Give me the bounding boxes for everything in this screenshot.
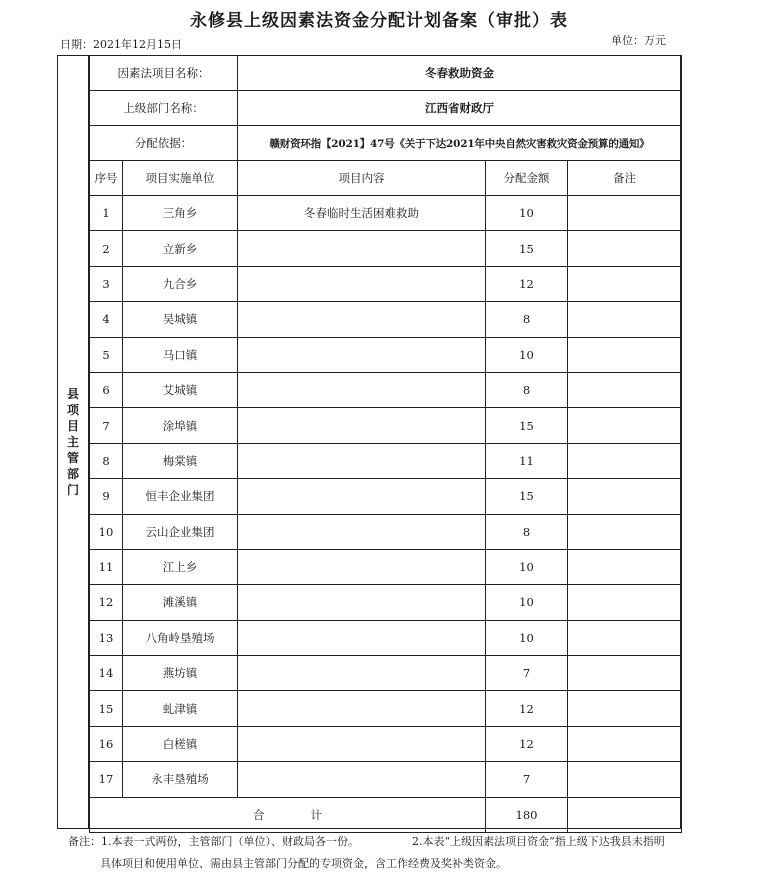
row-content <box>238 408 486 443</box>
header-content: 项目内容 <box>238 161 486 196</box>
row-content <box>238 337 486 372</box>
row-content <box>238 514 486 549</box>
row-amount: 12 <box>486 691 568 726</box>
row-amount: 12 <box>486 266 568 301</box>
row-no: 6 <box>90 372 123 407</box>
row-note <box>568 372 682 407</box>
table-row <box>90 585 682 620</box>
row-no: 8 <box>90 443 123 478</box>
row-note <box>568 585 682 620</box>
row-no: 1 <box>90 196 123 231</box>
row-note <box>568 479 682 514</box>
row-unit: 马口镇 <box>123 337 238 372</box>
dept-value: 江西省财政厅 <box>238 91 682 126</box>
row-unit: 江上乡 <box>123 549 238 584</box>
row-note <box>568 656 682 691</box>
row-amount: 15 <box>486 408 568 443</box>
row-note <box>568 337 682 372</box>
basis-row <box>90 126 682 161</box>
row-amount: 7 <box>486 762 568 797</box>
row-no: 17 <box>90 762 123 797</box>
row-amount: 12 <box>486 726 568 761</box>
row-amount: 10 <box>486 585 568 620</box>
row-note <box>568 302 682 337</box>
table-row <box>90 620 682 655</box>
dept-row <box>90 91 682 126</box>
row-amount: 11 <box>486 443 568 478</box>
row-content <box>238 691 486 726</box>
row-content <box>238 302 486 337</box>
footer-note-1: 备注：1.本表一式两份，主管部门（单位）、财政局各一份。 <box>68 835 359 848</box>
row-note <box>568 726 682 761</box>
row-note <box>568 196 682 231</box>
row-no: 7 <box>90 408 123 443</box>
row-content <box>238 266 486 301</box>
row-amount: 15 <box>486 231 568 266</box>
row-note <box>568 514 682 549</box>
table-row <box>90 302 682 337</box>
table-row <box>90 337 682 372</box>
table-row <box>90 514 682 549</box>
row-no: 14 <box>90 656 123 691</box>
table-row <box>90 196 682 231</box>
header-note: 备注 <box>568 161 682 196</box>
basis-label: 分配依据： <box>90 126 238 161</box>
header-unit: 项目实施单位 <box>123 161 238 196</box>
row-unit: 滩溪镇 <box>123 585 238 620</box>
project-name-value: 冬春救助资金 <box>238 56 682 91</box>
row-no: 9 <box>90 479 123 514</box>
row-amount: 8 <box>486 514 568 549</box>
row-content <box>238 656 486 691</box>
header-amount: 分配金额 <box>486 161 568 196</box>
row-amount: 8 <box>486 302 568 337</box>
row-note <box>568 762 682 797</box>
row-amount: 10 <box>486 337 568 372</box>
row-note <box>568 620 682 655</box>
project-name-row <box>90 56 682 91</box>
row-amount: 8 <box>486 372 568 407</box>
basis-value: 赣财资环指【2021】47号《关于下达2021年中央自然灾害救灾资金预算的通知》 <box>238 126 682 161</box>
table-row <box>90 479 682 514</box>
row-no: 12 <box>90 585 123 620</box>
row-unit: 三角乡 <box>123 196 238 231</box>
row-content <box>238 620 486 655</box>
row-unit: 燕坊镇 <box>123 656 238 691</box>
sidebar-label: 县 项 目 主 管 部 门 <box>66 387 79 497</box>
row-no: 3 <box>90 266 123 301</box>
row-content <box>238 585 486 620</box>
row-content <box>238 231 486 266</box>
project-name-label: 因素法项目名称： <box>90 56 238 91</box>
table-row <box>90 266 682 301</box>
table-row <box>90 372 682 407</box>
row-note <box>568 231 682 266</box>
table-row <box>90 549 682 584</box>
row-unit: 九合乡 <box>123 266 238 301</box>
row-no: 16 <box>90 726 123 761</box>
row-amount: 10 <box>486 620 568 655</box>
sidebar-column <box>57 55 89 829</box>
row-content <box>238 549 486 584</box>
row-no: 11 <box>90 549 123 584</box>
row-note <box>568 691 682 726</box>
row-unit: 梅棠镇 <box>123 443 238 478</box>
table-row <box>90 656 682 691</box>
document-date: 日期：2021年12月15日 <box>60 38 182 51</box>
footer-note-2: 2.本表“上级因素法项目资金”指上级下达我县未指明 <box>412 835 665 848</box>
table-row <box>90 443 682 478</box>
allocation-table <box>89 55 682 833</box>
row-no: 5 <box>90 337 123 372</box>
row-no: 2 <box>90 231 123 266</box>
row-no: 15 <box>90 691 123 726</box>
row-amount: 10 <box>486 549 568 584</box>
row-unit: 云山企业集团 <box>123 514 238 549</box>
table-row <box>90 231 682 266</box>
row-unit: 艾城镇 <box>123 372 238 407</box>
table-row <box>90 691 682 726</box>
row-note <box>568 408 682 443</box>
footer-note-3: 具体项目和使用单位、需由县主管部门分配的专项资金，含工作经费及奖补类资金。 <box>100 857 507 870</box>
row-unit: 涂埠镇 <box>123 408 238 443</box>
row-amount: 10 <box>486 196 568 231</box>
document-title: 永修县上级因素法资金分配计划备案（审批）表 <box>190 11 568 31</box>
total-amount: 180 <box>486 797 568 832</box>
table-row <box>90 726 682 761</box>
currency-unit: 单位：万元 <box>611 34 666 47</box>
row-content <box>238 726 486 761</box>
row-content <box>238 762 486 797</box>
row-unit: 八角岭垦殖场 <box>123 620 238 655</box>
header-no: 序号 <box>90 161 123 196</box>
row-no: 13 <box>90 620 123 655</box>
dept-label: 上级部门名称： <box>90 91 238 126</box>
row-amount: 7 <box>486 656 568 691</box>
row-note <box>568 266 682 301</box>
row-no: 4 <box>90 302 123 337</box>
row-unit: 恒丰企业集团 <box>123 479 238 514</box>
total-note <box>568 797 682 832</box>
total-label: 合 计 <box>90 797 486 832</box>
row-no: 10 <box>90 514 123 549</box>
row-content: 冬春临时生活困难救助 <box>238 196 486 231</box>
row-unit: 白槎镇 <box>123 726 238 761</box>
table-row <box>90 762 682 797</box>
row-amount: 15 <box>486 479 568 514</box>
table-header-row <box>90 161 682 196</box>
row-unit: 永丰垦殖场 <box>123 762 238 797</box>
row-unit: 吴城镇 <box>123 302 238 337</box>
row-content <box>238 443 486 478</box>
row-note <box>568 443 682 478</box>
row-unit: 虬津镇 <box>123 691 238 726</box>
row-content <box>238 372 486 407</box>
row-note <box>568 549 682 584</box>
total-row <box>90 797 682 832</box>
row-content <box>238 479 486 514</box>
table-row <box>90 408 682 443</box>
row-unit: 立新乡 <box>123 231 238 266</box>
